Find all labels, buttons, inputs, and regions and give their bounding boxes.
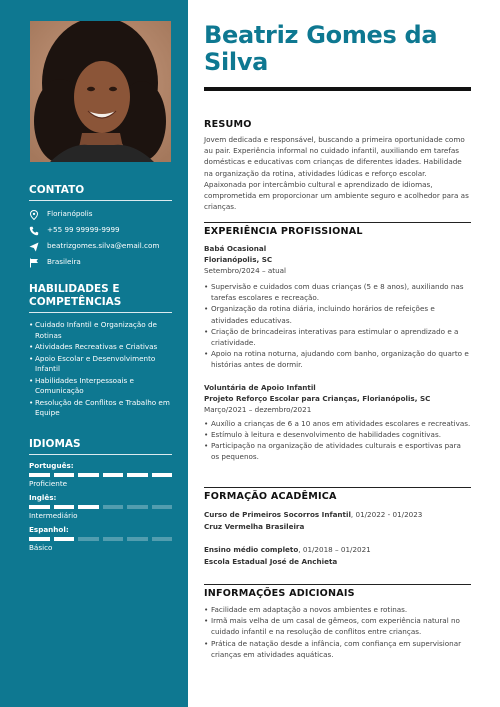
candidate-name: Beatriz Gomes da Silva [204,21,438,76]
additional-list [204,604,471,660]
education-entry [204,544,471,567]
language-name: Inglês: [29,493,57,502]
contact-email-text[interactable]: beatrizgomes.silva@email.com [47,241,160,250]
summary-section [204,119,471,212]
education-dates: , 01/2018 – 01/2021 [298,545,371,554]
job-role: Voluntária de Apoio Infantil [204,382,316,392]
language-level-segment [29,473,50,477]
job-dates: Março/2021 – dezembro/2021 [204,404,312,414]
education-school: Cruz Vermelha Brasileira [204,521,305,531]
contact-email [29,241,172,257]
languages-divider [29,454,172,455]
language-level-segment [103,473,124,477]
language-english [29,493,172,521]
language-name: Espanhol: [29,525,69,534]
language-level-segment [78,537,99,541]
job-entry [204,382,471,463]
list-item: • Estímulo à leitura e desenvolvimento de habilidades cognitivas. [204,429,471,440]
skill-item: • Atividades Recreativas e Criativas [29,342,172,353]
job-bullets [204,281,471,371]
skills-divider [29,312,172,313]
sidebar [0,0,188,707]
language-level-segment [152,473,173,477]
education-entry [204,509,471,532]
list-item: • Prática de natação desde a infância, com confiança em supervisionar crianças em atividades aquáticas. [204,638,471,660]
education-course: Ensino médio completo [204,545,299,554]
name-divider [204,87,471,91]
contact-phone-text[interactable]: +55 99 99999-9999 [47,225,120,234]
language-spanish [29,525,172,553]
send-icon [29,242,39,252]
experience-divider [204,222,471,223]
contact-nationality [29,257,172,273]
additional-section [204,588,471,660]
education-dates: , 01/2022 - 01/2023 [350,510,423,519]
education-course-line [204,544,471,556]
skill-item: • Cuidado Infantil e Organização de Rotinas [29,320,172,341]
language-level: Proficiente [29,479,68,488]
language-level-segment [103,537,124,541]
list-item: • Irmã mais velha de um casal de gêmeos, com experiência natural no cuidado infantil e na resolução de conflitos entre crianças. [204,615,471,637]
language-level-bar [29,505,172,509]
experience-title: EXPERIÊNCIA PROFISSIONAL [204,226,363,237]
skill-item: • Habilidades Interpessoais e Comunicação [29,376,172,397]
language-level-bar [29,473,172,477]
additional-title: INFORMAÇÕES ADICIONAIS [204,588,355,599]
summary-text: Jovem dedicada e responsável, buscando a primeira oportunidade como au pair. Experiência informal no cuidado infantil, auxiliando em tarefas domésticas e educativas com crianças de diferentes idades. Habilidade na organização da rotina, atividades lúdicas e reforço escolar. Apaixonada por intercâmbio cultural e aprendizado de idiomas, comprometida em proporcionar um ambiente seguro e acolhedor para as crianças. [204,135,469,212]
job-organization: Projeto Reforço Escolar para Crianças, Florianópolis, SC [204,393,431,403]
language-level-segment [54,537,75,541]
job-role: Babá Ocasional [204,244,267,253]
language-level-segment [103,505,124,509]
contact-location [29,209,172,225]
education-course-line [204,509,471,521]
language-level-segment [127,473,148,477]
list-item: • Apoio na rotina noturna, ajudando com banho, organização do quarto e histórias antes de dormir. [204,348,471,370]
language-level: Intermediário [29,511,78,520]
education-section [204,491,471,567]
contact-section [29,184,172,273]
skills-title: HABILIDADES E COMPETÊNCIAS [29,283,122,308]
language-level-segment [127,505,148,509]
language-level-segment [54,473,75,477]
job-entry [204,243,471,371]
contact-divider [29,200,172,201]
contact-location-text: Florianópolis [47,209,93,218]
language-level-segment [54,505,75,509]
language-level-bar [29,537,172,541]
additional-divider [204,584,471,585]
list-item: • Organização da rotina diária, incluindo horários de refeições e atividades educativas. [204,303,471,325]
language-name: Português: [29,461,74,470]
language-level-segment [152,537,173,541]
education-divider [204,487,471,488]
job-organization: Florianópolis, SC [204,255,273,264]
contact-nationality-text: Brasileira [47,257,81,266]
profile-photo [30,21,171,162]
experience-section [204,226,471,462]
language-level-segment [127,537,148,541]
profile-photo-illustration [30,21,171,162]
list-item: • Auxílio a crianças de 6 a 10 anos em atividades escolares e recreativas. [204,418,471,429]
skill-item: • Resolução de Conflitos e Trabalho em Equipe [29,398,172,419]
language-portuguese [29,461,172,489]
education-title: FORMAÇÃO ACADÊMICA [204,491,337,502]
phone-icon [29,226,39,236]
language-level-segment [78,473,99,477]
job-dates: Setembro/2024 – atual [204,266,287,275]
contact-phone [29,225,172,241]
languages-section [29,438,172,553]
language-level: Básico [29,543,53,552]
education-course: Curso de Primeiros Socorros Infantil [204,510,351,519]
language-level-segment [152,505,173,509]
contact-title: CONTATO [29,184,85,196]
skill-item: • Apoio Escolar e Desenvolvimento Infantil [29,354,172,375]
language-level-segment [78,505,99,509]
list-item: • Criação de brincadeiras interativas para estimular o aprendizado e a criatividade. [204,326,471,348]
education-school: Escola Estadual José de Anchieta [204,556,338,566]
location-pin-icon [29,210,39,220]
language-level-segment [29,537,50,541]
summary-title: RESUMO [204,119,252,130]
skills-section [29,283,172,420]
list-item: • Facilidade em adaptação a novos ambientes e rotinas. [204,604,471,615]
language-level-segment [29,505,50,509]
languages-title: IDIOMAS [29,438,81,450]
skills-list [29,320,172,419]
list-item: • Supervisão e cuidados com duas crianças (5 e 8 anos), auxiliando nas tarefas escolares e recreação. [204,281,471,303]
job-bullets [204,418,471,463]
list-item: • Participação na organização de atividades culturais e esportivas para os pequenos. [204,440,471,462]
flag-icon [29,258,39,268]
